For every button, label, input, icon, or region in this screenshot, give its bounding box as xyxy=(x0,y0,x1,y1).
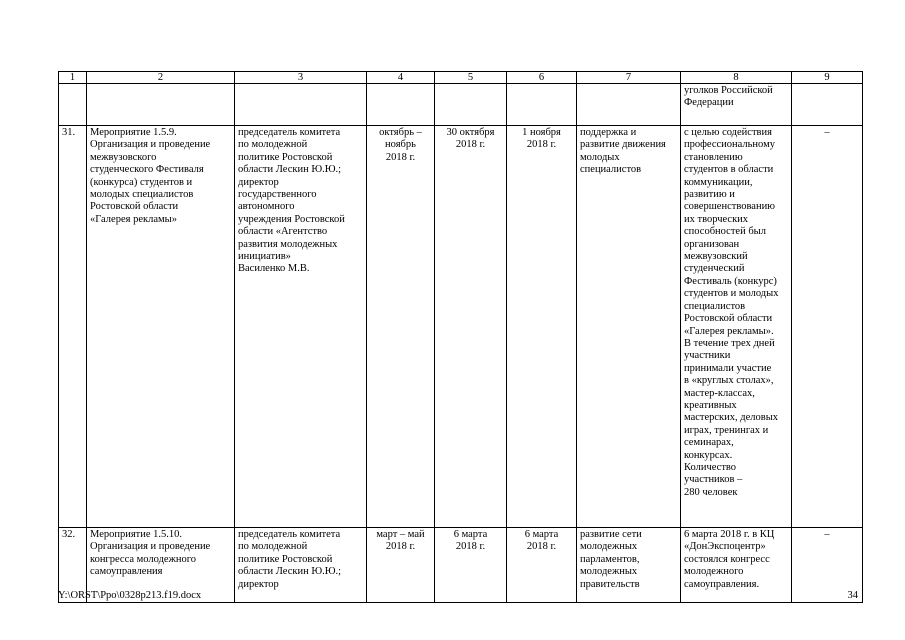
planned-period-cell: октябрь – ноябрь 2018 г. xyxy=(367,126,435,528)
end-date-cell: 6 марта 2018 г. xyxy=(507,528,577,603)
responsible-cell xyxy=(235,84,367,126)
main-table xyxy=(58,71,863,603)
event-cell: Мероприятие 1.5.10. Организация и проведение конгресса молодежного самоуправления xyxy=(87,528,235,603)
planned-period-cell xyxy=(367,84,435,126)
table-row xyxy=(59,126,863,528)
goal-cell: развитие сети молодежных парламентов, молодежных правительств xyxy=(577,528,681,603)
responsible-cell: председатель комитета по молодежной политике Ростовской области Лескин Ю.Ю.; директор xyxy=(235,528,367,603)
note-cell: – xyxy=(792,528,863,603)
footer-file-path: Y:\ORST\Ppo\0328p213.f19.docx xyxy=(58,590,202,601)
result-cell: 6 марта 2018 г. в КЦ «ДонЭкспоцентр» состоялся конгресс молодежного самоуправления. xyxy=(681,528,792,603)
goal-cell xyxy=(577,84,681,126)
row-number-cell xyxy=(59,84,87,126)
goal-cell: поддержка и развитие движения молодых специалистов xyxy=(577,126,681,528)
header-cell-7: 7 xyxy=(577,72,681,84)
end-date-cell xyxy=(507,84,577,126)
header-cell-2: 2 xyxy=(87,72,235,84)
responsible-cell: председатель комитета по молодежной политике Ростовской области Лескин Ю.Ю.; директор государственного автономного учреждения Ростовской области «Агентство развития молодежных инициатив» Василенко М.В. xyxy=(235,126,367,528)
table-row xyxy=(59,84,863,126)
header-cell-3: 3 xyxy=(235,72,367,84)
header-cell-8: 8 xyxy=(681,72,792,84)
row-number-cell: 32. xyxy=(59,528,87,603)
start-date-cell: 6 марта 2018 г. xyxy=(435,528,507,603)
header-cell-4: 4 xyxy=(367,72,435,84)
event-cell: Мероприятие 1.5.9. Организация и проведение межвузовского студенческого Фестиваля (конкурса) студентов и молодых специалистов Ростовской области «Галерея рекламы» xyxy=(87,126,235,528)
header-cell-1: 1 xyxy=(59,72,87,84)
result-cell: уголков Российской Федерации xyxy=(681,84,792,126)
note-cell: – xyxy=(792,126,863,528)
footer-page-number: 34 xyxy=(847,590,858,601)
event-cell xyxy=(87,84,235,126)
header-cell-9: 9 xyxy=(792,72,863,84)
header-row xyxy=(59,72,863,84)
header-cell-5: 5 xyxy=(435,72,507,84)
start-date-cell: 30 октября 2018 г. xyxy=(435,126,507,528)
note-cell xyxy=(792,84,863,126)
planned-period-cell: март – май 2018 г. xyxy=(367,528,435,603)
start-date-cell xyxy=(435,84,507,126)
result-cell: с целью содействия профессиональному становлению студентов в области коммуникации, развитию и совершенствованию их творческих способностей был организован межвузовский студенческий Фестиваль (конкурс) студентов и молодых специалистов Ростовской области «Галерея рекламы». В течение трех дней участники принимали участие в «круглых столах», мастер-классах, креативных мастерских, деловых играх, тренингах и семинарах, конкурсах. Количество участников – 280 человек xyxy=(681,126,792,528)
header-cell-6: 6 xyxy=(507,72,577,84)
row-number-cell: 31. xyxy=(59,126,87,528)
end-date-cell: 1 ноября 2018 г. xyxy=(507,126,577,528)
